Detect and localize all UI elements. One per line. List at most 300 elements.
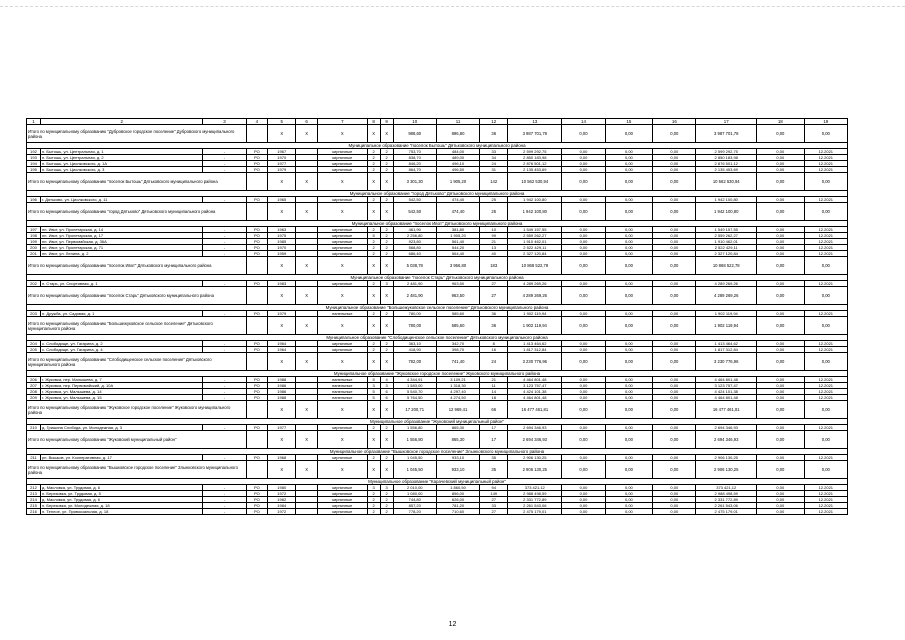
fund-cost: 2 850 183,98 [696,155,757,161]
x-mark: X [296,125,318,143]
zero-value: 0,00 [605,377,653,383]
total-cost: 1 817 312,84 [508,347,562,353]
living-area: 1 860,50 [436,485,479,491]
entrances: 2 [380,425,393,431]
total-cost: 4 289 269,26 [508,287,562,305]
total-area: 17 200,71 [393,401,436,419]
fund-type: РО [246,167,268,173]
fund-cost: 2 559 262,27 [696,233,757,239]
zero-value: 0,00 [804,353,847,371]
house-address: пп. Ивот, ул. Пролетарская, д. 71 [41,245,203,251]
entrances: 4 [380,377,393,383]
subtotal-label: Итого по муниципальному образованию "поселок Старь" Дятьковского муниципального района [27,287,247,305]
total-cost: 2 906 130,25 [508,461,562,479]
wall-material: кирпичные [317,281,367,287]
zero-value: 0,00 [562,245,605,251]
build-year: 1977 [268,425,296,431]
total-cost: 373 421,12 [508,485,562,491]
zero-value: 0,00 [653,503,696,509]
floors: 2 [367,281,380,287]
residents-count: 142 [480,173,508,191]
wall-material: кирпичные [317,161,367,167]
x-mark: X [380,317,393,335]
floors: 2 [367,155,380,161]
living-area: 1 905,20 [436,233,479,239]
municipality-section-title: Муниципальное образование "Жуковское городское поселение" Жуковского муниципального района [27,371,848,377]
row-number: 195 [27,167,41,173]
entrances: 3 [380,281,393,287]
row-number: 206 [27,377,41,383]
living-area: 496,50 [436,167,479,173]
row-number: 194 [27,161,41,167]
x-mark: X [380,287,393,305]
wall-material: кирпичные [317,149,367,155]
subtotal-label: Итого по муниципальному образованию "Дубровское городское поселение" Дубровского муниципального района [27,125,247,143]
zero-value: 0,00 [605,431,653,449]
fund-cost: 1 902 119,94 [696,311,757,317]
dash-cell: - [203,347,246,353]
build-year: 1970 [268,245,296,251]
entrances: 2 [380,155,393,161]
zero-value: 0,00 [757,353,805,371]
zero-value: 0,00 [562,287,605,305]
house-address: пп. Ивот, ул. Пролетарская, д. 14 [41,227,203,233]
residents-count: 33 [480,149,508,155]
total-area: 1 045,50 [393,455,436,461]
x-mark: X [367,257,380,275]
residents-count: 25 [480,203,508,221]
zero-value: 0,00 [757,341,805,347]
fund-type: РО [246,347,268,353]
empty-cell [246,317,268,335]
entrances: 2 [380,455,393,461]
wall-material: кирпичные [317,227,367,233]
x-mark: X [317,287,367,305]
total-area: 4 344,91 [393,377,436,383]
zero-value: 0,00 [653,227,696,233]
fund-type: РО [246,383,268,389]
zero-value: 0,00 [804,401,847,419]
floors: 3 [367,485,380,491]
living-area: 342,70 [436,341,479,347]
build-year: 1982 [268,497,296,503]
x-mark: X [268,203,296,221]
residents-count: 183 [480,257,508,275]
zero-value: 0,00 [605,425,653,431]
floors: 2 [367,167,380,173]
fund-type: РО [246,389,268,395]
zero-value: 0,00 [562,389,605,395]
wall-material: кирпичные [317,167,367,173]
residents-count: 33 [480,503,508,509]
municipality-section-title: Муниципальное образование "Вышковское городское поселение" Злынковского муниципального района [27,449,848,455]
build-year: 1964 [268,347,296,353]
wall-material: панельные [317,389,367,395]
column-number-cell: 1 [27,119,41,125]
fund-cost: 1 942 100,80 [696,203,757,221]
total-area: 2 481,90 [393,287,436,305]
build-year: 1986 [268,389,296,395]
residents-count: 27 [480,281,508,287]
row-number: 209 [27,395,41,401]
x-mark: X [367,125,380,143]
column-number-cell: 9 [380,119,393,125]
zero-value: 0,00 [562,425,605,431]
zero-value: 0,00 [605,383,653,389]
x-mark: X [296,287,318,305]
dash-cell: - [203,425,246,431]
subtotal-row [27,173,848,191]
total-area: 923,80 [393,239,436,245]
build-year: 1986 [268,383,296,389]
x-mark: X [317,173,367,191]
municipality-section-title: Муниципальное образование "поселок Бытошь" Дятьковского муниципального района [27,143,848,149]
floors: 5 [367,377,380,383]
residents-count: 36 [480,311,508,317]
residents-count: 99 [480,233,508,239]
deadline: 12.2021 [804,197,847,203]
wall-material: панельные [317,383,367,389]
fund-cost: 4 464 801,48 [696,377,757,383]
x-mark: X [317,461,367,479]
zero-value: 0,00 [757,161,805,167]
living-area: 781,20 [436,503,479,509]
entrances: 2 [380,509,393,515]
zero-value: 0,00 [804,431,847,449]
zero-value: 0,00 [562,197,605,203]
zero-value: 0,00 [605,317,653,335]
subtotal-label: Итого по муниципальному образованию "город Дятьково" Дятьковского муниципального района [27,203,247,221]
total-cost: 1 549 157,55 [508,227,562,233]
fund-type: РО [246,491,268,497]
house-address: п. Теплое, ул. Привокзальная, д. 18 [41,509,203,515]
deadline: 12.2021 [804,383,847,389]
zero-value: 0,00 [605,311,653,317]
row-number: 204 [27,341,41,347]
zero-value: 0,00 [757,485,805,491]
deadline: 12.2021 [804,149,847,155]
total-area: 753,70 [393,149,436,155]
build-year: 1977 [268,161,296,167]
zero-value: 0,00 [562,239,605,245]
column-number-cell: 5 [268,119,296,125]
subtotal-label: Итого по муниципальному образованию "Вышковское городское поселение" Злынковского муниципального района [27,461,247,479]
wall-material: кирпичные [317,497,367,503]
total-area: 782,00 [393,353,436,371]
zero-value: 0,00 [757,155,805,161]
zero-value: 0,00 [653,233,696,239]
fund-cost: 2 694 346,93 [696,431,757,449]
deadline: 12.2021 [804,245,847,251]
wall-material: кирпичные [317,239,367,245]
zero-value: 0,00 [562,353,605,371]
living-area: 1 905,20 [436,173,479,191]
house-address: п. Березовка, ул. Трудовая, д. 5 [41,491,203,497]
entrances: 2 [380,227,393,233]
fund-cost: 16 477 461,81 [696,401,757,419]
build-year: 1988 [268,395,296,401]
floors: 2 [367,425,380,431]
zero-value: 0,00 [653,431,696,449]
wall-material: кирпичные [317,245,367,251]
row-number: 200 [27,245,41,251]
zero-value: 0,00 [605,509,653,515]
entrances: 2 [380,341,393,347]
total-area: 864,70 [393,167,436,173]
entrances: 3 [380,485,393,491]
floors: 3 [367,383,380,389]
zero-value: 0,00 [757,251,805,257]
row-number: 205 [27,347,41,353]
dash-cell: - [203,245,246,251]
x-mark: X [317,125,367,143]
total-cost: 3 987 701,78 [508,125,562,143]
x-mark: X [296,203,318,221]
column-number-cell: 7 [317,119,367,125]
deadline: 12.2021 [804,455,847,461]
deadline: 12.2021 [804,347,847,353]
total-area: 857,20 [393,503,436,509]
total-cost: 1 413 464,62 [508,341,562,347]
total-area: 3 301,30 [393,173,436,191]
residents-count: 27 [480,497,508,503]
fund-cost: 1 817 312,84 [696,347,757,353]
entrances: 2 [380,161,393,167]
build-year: 1964 [268,341,296,347]
row-number: 216 [27,509,41,515]
zero-value: 0,00 [804,173,847,191]
zero-value: 0,00 [562,509,605,515]
zero-value: 0,00 [757,383,805,389]
total-area: 2 481,90 [393,281,436,287]
house-row [27,509,848,515]
floors: 2 [367,503,380,509]
deadline: 12.2021 [804,239,847,245]
living-area: 963,50 [436,287,479,305]
total-cost: 1 910 462,01 [508,239,562,245]
zero-value: 0,00 [562,383,605,389]
total-cost: 2 694 346,93 [508,431,562,449]
x-mark: X [380,353,393,371]
deadline: 12.2021 [804,389,847,395]
deadline: 12.2021 [804,233,847,239]
residents-count: 66 [480,401,508,419]
empty-cell [246,257,268,275]
empty-cell [246,287,268,305]
total-area: 988,60 [393,125,436,143]
zero-value: 0,00 [653,353,696,371]
house-address: п. Бытошь, ул. Циолковского, д. 1А [41,161,203,167]
deadline: 12.2021 [804,281,847,287]
floors: 2 [367,239,380,245]
municipality-section-title: Муниципальное образование "поселок Ивот" Дятьковского муниципального района [27,221,848,227]
residents-count: 18 [480,395,508,401]
scan-artifact-line [0,6,905,7]
house-address: г. Жуковка, пер. Первомайский, д. 10А [41,383,203,389]
floors: 2 [367,227,380,233]
total-cost: 2 850 183,98 [508,155,562,161]
wall-material: кирпичные [317,485,367,491]
zero-value: 0,00 [757,347,805,353]
subtotal-row [27,203,848,221]
living-area: 4 274,50 [436,395,479,401]
zero-value: 0,00 [757,503,805,509]
zero-value: 0,00 [562,173,605,191]
zero-value: 0,00 [804,257,847,275]
municipality-section-title: Муниципальное образование "город Дятьково" Дятьковского муниципального района [27,191,848,197]
zero-value: 0,00 [605,287,653,305]
total-cost: 10 868 522,78 [508,257,562,275]
residents-count: 35 [480,455,508,461]
total-area: 542,50 [393,197,436,203]
zero-value: 0,00 [605,227,653,233]
row-number: 192 [27,149,41,155]
row-number: 214 [27,497,41,503]
subtotal-row [27,431,848,449]
x-mark: X [296,461,318,479]
zero-value: 0,00 [804,203,847,221]
municipality-section-title: Муниципальное образование "Слободищенское сельское поселение" Дятьковского муниципального района [27,335,848,341]
house-address: г. Жуковка, ул. Малышева, д. 15 [41,395,203,401]
floors: 2 [367,251,380,257]
zero-value: 0,00 [757,425,805,431]
zero-value: 0,00 [653,245,696,251]
x-mark: X [317,401,367,419]
zero-value: 0,00 [757,401,805,419]
fund-cost: 4 289 269,26 [696,287,757,305]
dash-cell: - [203,377,246,383]
zero-value: 0,00 [605,167,653,173]
zero-value: 0,00 [605,173,653,191]
deadline: 12.2021 [804,341,847,347]
x-mark: X [380,401,393,419]
residents-count: 35 [480,461,508,479]
living-area: 741,40 [436,353,479,371]
zero-value: 0,00 [653,197,696,203]
x-mark: X [367,287,380,305]
fund-type: РО [246,425,268,431]
floors: 2 [367,149,380,155]
column-number-cell: 2 [41,119,203,125]
dash-cell: - [203,281,246,287]
subtotal-row [27,125,848,143]
residents-count: 21 [480,377,508,383]
fund-type: РО [246,509,268,515]
residents-count: 94 [480,485,508,491]
zero-value: 0,00 [757,239,805,245]
dash-cell: - [203,197,246,203]
subtotal-row [27,353,848,371]
wall-material: панельные [317,377,367,383]
subtotal-row [27,401,848,419]
fund-type: РО [246,377,268,383]
municipality-section-title: Муниципальное образование "Карачевский муниципальный район" [27,479,848,485]
build-year: 1972 [268,491,296,497]
row-number: 199 [27,239,41,245]
zero-value: 0,00 [562,161,605,167]
zero-value: 0,00 [757,245,805,251]
row-number: 208 [27,389,41,395]
zero-value: 0,00 [653,281,696,287]
row-number: 215 [27,503,41,509]
deadline: 12.2021 [804,377,847,383]
total-area: 1 583,00 [393,383,436,389]
zero-value: 0,00 [757,149,805,155]
fund-cost: 2 988 498,59 [696,491,757,497]
build-year: 1988 [268,377,296,383]
zero-value: 0,00 [804,287,847,305]
x-mark: X [367,317,380,335]
floors: 2 [367,509,380,515]
house-address: с. Слободище, ул. Гагарина, д. 2 [41,341,203,347]
row-number: 202 [27,281,41,287]
zero-value: 0,00 [605,461,653,479]
x-mark: X [268,401,296,419]
residents-count: 31 [480,167,508,173]
entrances: 2 [380,167,393,173]
x-mark: X [268,461,296,479]
zero-value: 0,00 [605,353,653,371]
house-address: г. Жуковка, пер. Малышева, д. 7 [41,377,203,383]
floors: 2 [367,497,380,503]
fund-type: РО [246,149,268,155]
fund-type: РО [246,395,268,401]
zero-value: 0,00 [653,461,696,479]
dash-cell: - [203,239,246,245]
build-year: 1983 [268,281,296,287]
x-mark: X [268,287,296,305]
zero-value: 0,00 [562,257,605,275]
living-area: 933,10 [436,461,479,479]
empty-cell [246,203,268,221]
zero-value: 0,00 [757,377,805,383]
living-area: 3 956,80 [436,257,479,275]
wall-material: кирпичные [317,503,367,509]
house-address: г. Дятьково, ул. Циолковского, д. 11 [41,197,203,203]
living-area: 963,50 [436,281,479,287]
zero-value: 0,00 [605,503,653,509]
column-number-cell: 4 [246,119,268,125]
zero-value: 0,00 [605,161,653,167]
x-mark: X [367,431,380,449]
living-area: 585,60 [436,317,479,335]
fund-cost: 3 230 776,96 [696,353,757,371]
zero-value: 0,00 [653,251,696,257]
entrances: 2 [380,149,393,155]
floors: 5 [367,389,380,395]
zero-value: 0,00 [605,245,653,251]
fund-cost: 2 906 130,25 [696,455,757,461]
zero-value: 0,00 [653,161,696,167]
house-address: г. Жуковка, ул. Малышева, д. 14 [41,389,203,395]
zero-value: 0,00 [562,491,605,497]
column-number-cell: 10 [393,119,436,125]
zero-value: 0,00 [757,233,805,239]
zero-value: 0,00 [562,251,605,257]
zero-value: 0,00 [562,227,605,233]
deadline: 12.2021 [804,509,847,515]
empty-cell [246,461,268,479]
zero-value: 0,00 [605,389,653,395]
residents-count: 24 [480,161,508,167]
residents-count: 16 [480,347,508,353]
x-mark: X [380,203,393,221]
build-year: 1967 [268,149,296,155]
zero-value: 0,00 [562,155,605,161]
zero-value: 0,00 [653,173,696,191]
zero-value: 0,00 [562,167,605,173]
zero-value: 0,00 [605,197,653,203]
